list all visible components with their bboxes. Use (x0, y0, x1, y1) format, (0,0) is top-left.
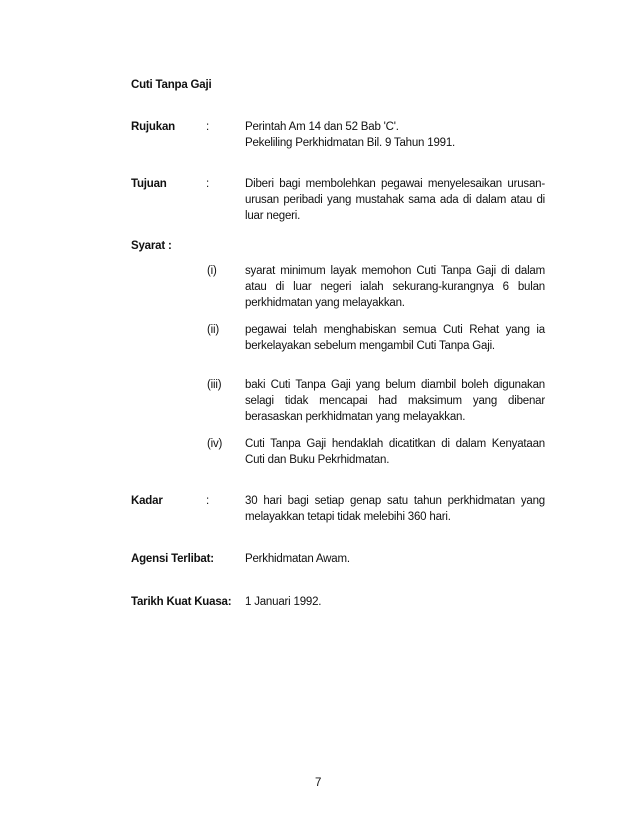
agensi-value: Perkhidmatan Awam. (245, 553, 350, 565)
rujukan-line-2: Pekeliling Perkhidmatan Bil. 9 Tahun 1991. (245, 137, 456, 149)
syarat-item-number: (iii) (207, 379, 222, 391)
syarat-item-number: (ii) (207, 324, 219, 336)
tarikh-label: Tarikh Kuat Kuasa: (131, 596, 232, 608)
rujukan-label: Rujukan (131, 121, 175, 133)
tujuan-text: Diberi bagi membolehkan pegawai menyelesaikan urusan-urusan peribadi yang mustahak sama ada di dalam atau di luar negeri. (245, 178, 545, 222)
kadar-label: Kadar (131, 495, 163, 507)
rujukan-line-1: Perintah Am 14 dan 52 Bab 'C'. (245, 121, 399, 133)
rujukan-colon: : (206, 121, 209, 133)
kadar-text: 30 hari bagi setiap genap satu tahun perkhidmatan yang melayakkan tetapi tidak melebihi 360 hari. (245, 495, 545, 523)
syarat-item-text: baki Cuti Tanpa Gaji yang belum diambil boleh digunakan selagi tidak mencapai had maksimum yang dibenar berasaskan perkhidmatan yang melayakkan. (245, 379, 545, 423)
syarat-label: Syarat : (131, 240, 172, 252)
syarat-item-text: syarat minimum layak memohon Cuti Tanpa Gaji di dalam atau di luar negeri ialah sekurang-kurangnya 6 bulan perkhidmatan yang melayakkan. (245, 265, 545, 309)
tujuan-colon: : (206, 178, 209, 190)
syarat-item-number: (iv) (207, 438, 223, 450)
tarikh-value: 1 Januari 1992. (245, 596, 322, 608)
agensi-label: Agensi Terlibat: (131, 553, 214, 565)
kadar-colon: : (206, 495, 209, 507)
page-title: Cuti Tanpa Gaji (131, 79, 212, 91)
page-number: 7 (315, 777, 322, 789)
tujuan-label: Tujuan (131, 178, 167, 190)
syarat-item-text: Cuti Tanpa Gaji hendaklah dicatitkan di dalam Kenyataan Cuti dan Buku Pekrhidmatan. (245, 438, 545, 466)
syarat-item-number: (i) (207, 265, 217, 277)
syarat-item-text: pegawai telah menghabiskan semua Cuti Rehat yang ia berkelayakan sebelum mengambil Cuti Tanpa Gaji. (245, 324, 545, 352)
